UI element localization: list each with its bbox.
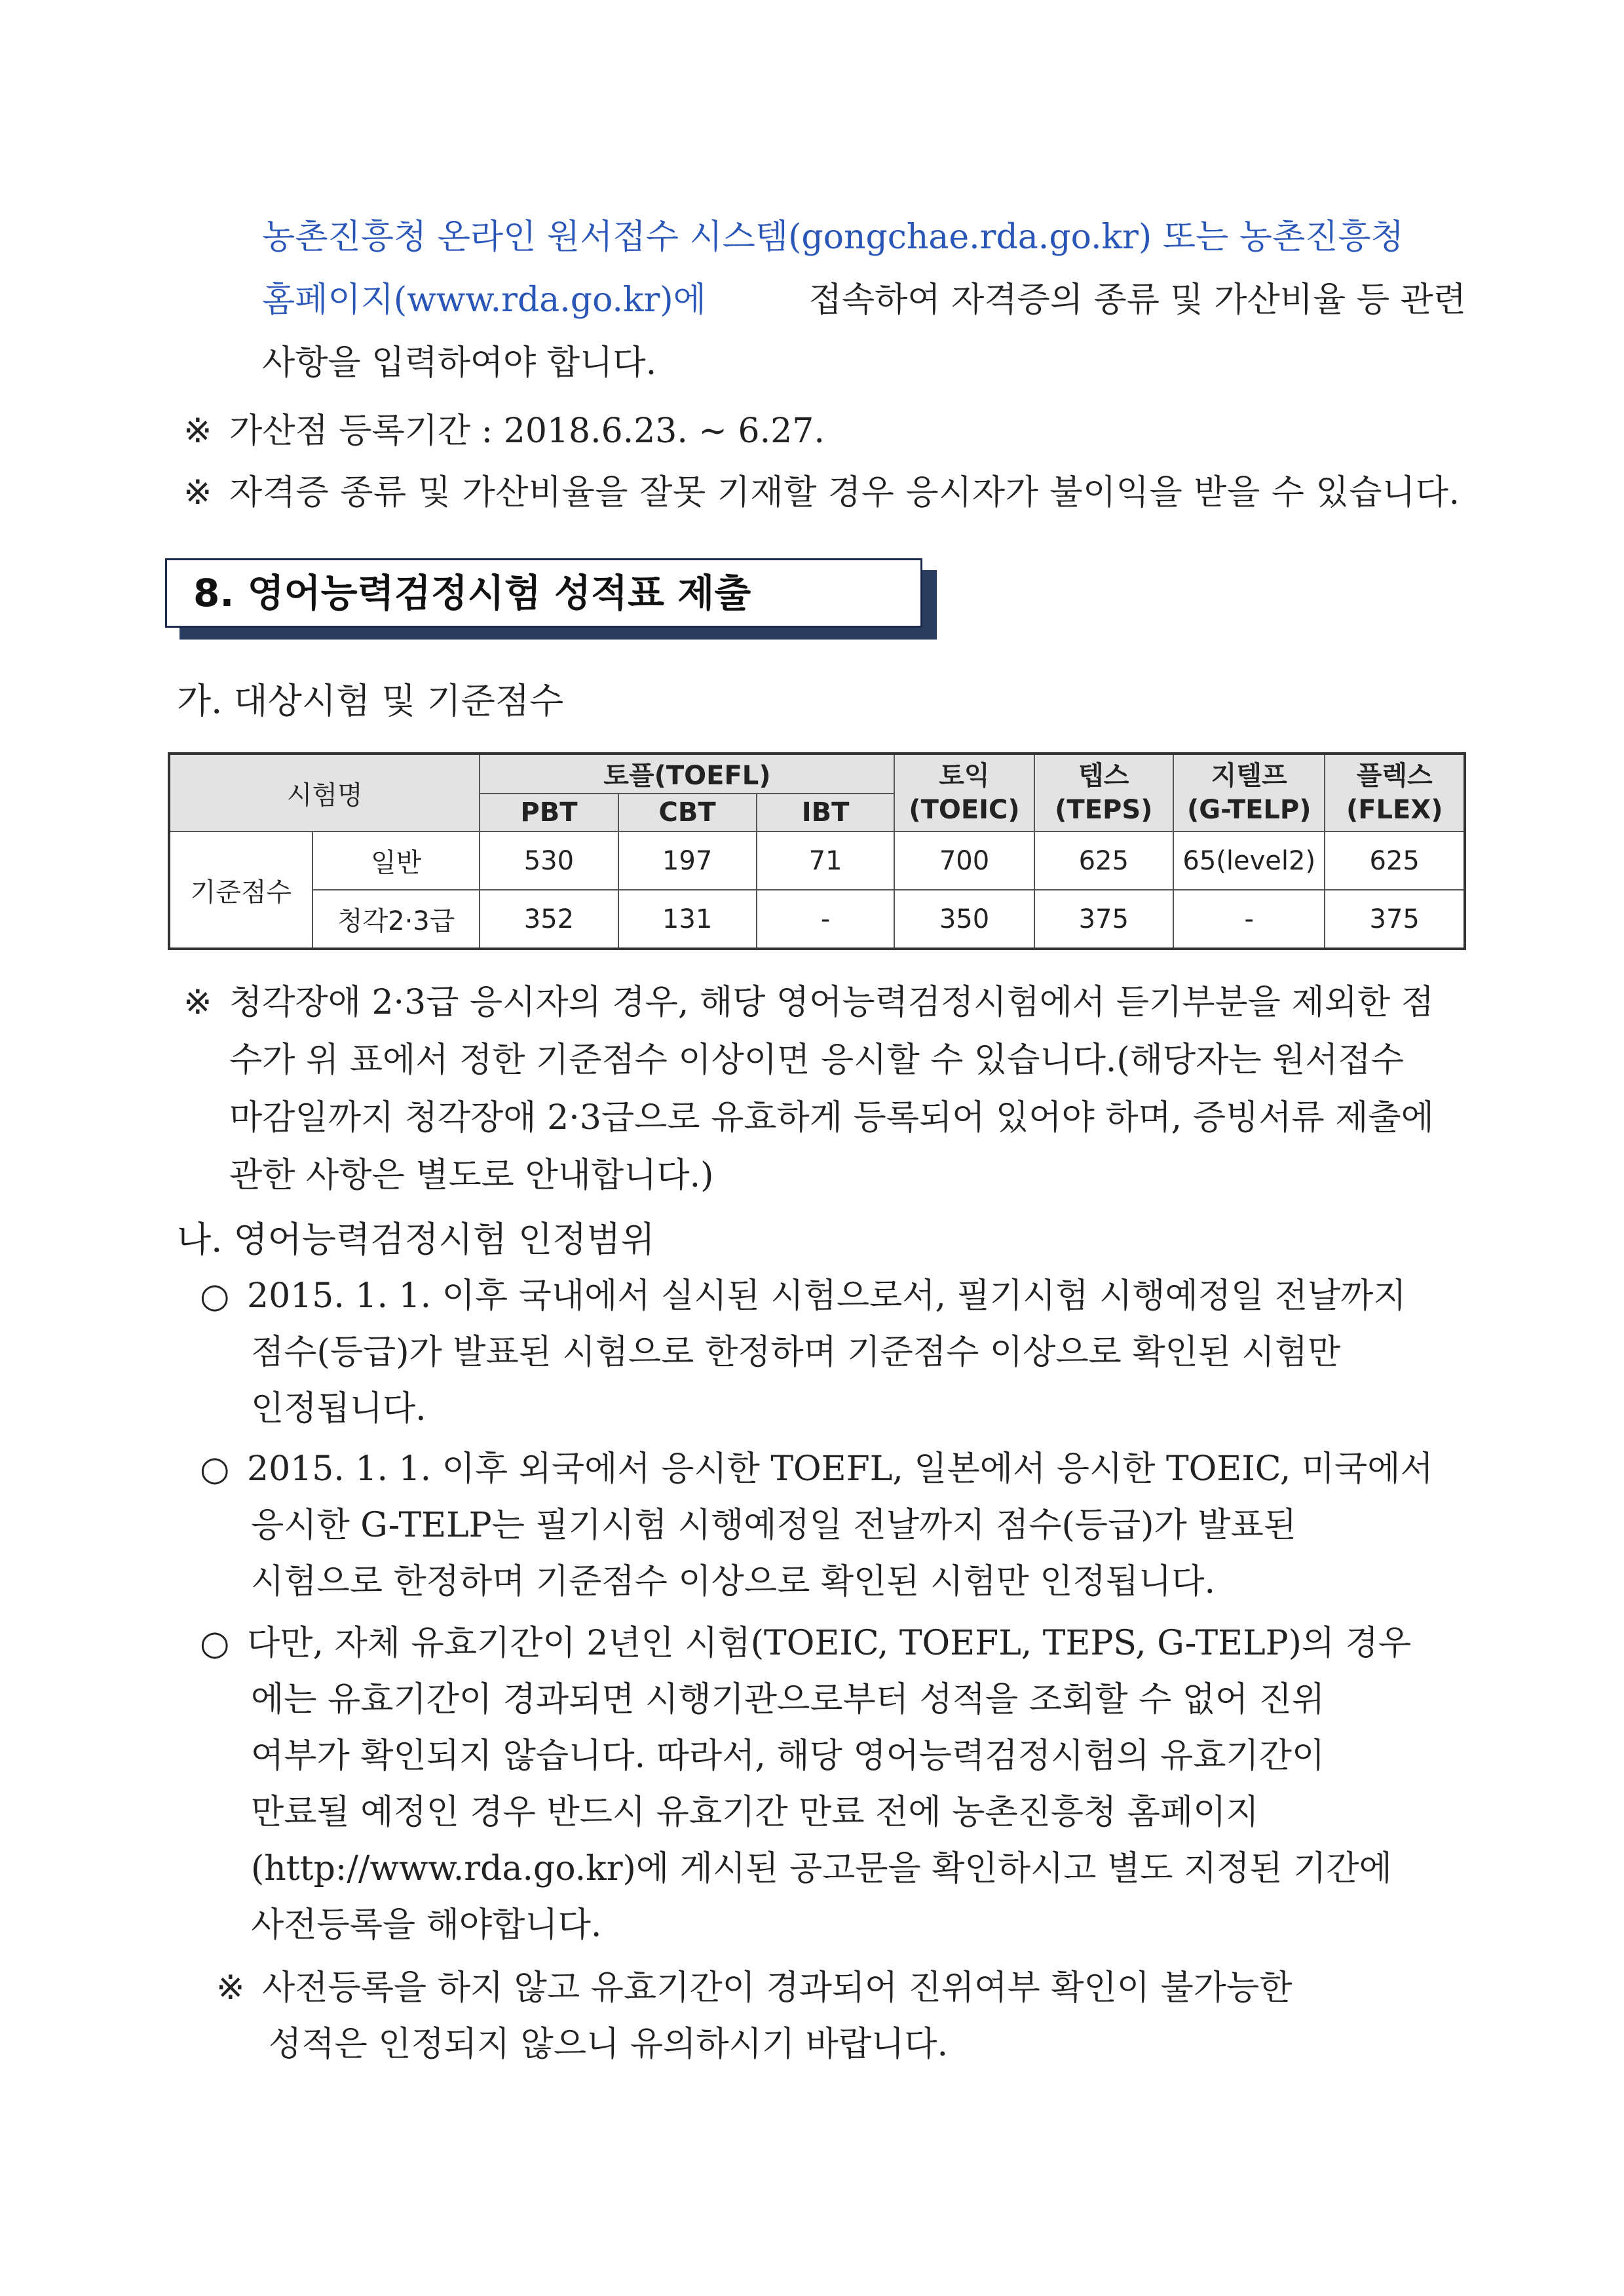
row-label: 일반 (312, 832, 480, 890)
table-cell: 71 (757, 832, 895, 890)
intro-line-1 (262, 218, 1466, 257)
row-label: 청각2·3급 (312, 890, 480, 949)
table-cell: 131 (618, 890, 757, 949)
flex-header: 플렉스 (FLEX) (1325, 754, 1465, 832)
hearing-note-line-1: ※ 청각장애 2·3급 응시자의 경우, 해당 영어능력검정시험에서 듣기부분을 제외한 점 (183, 983, 1434, 1022)
hearing-note-line-3: 마감일까지 청각장애 2·3급으로 유효하게 등록되어 있어야 하며, 증빙서류 제출에 (229, 1098, 1434, 1138)
warning-note (183, 473, 1466, 512)
table-cell: - (757, 890, 895, 949)
intro-line-3: 사항을 입력하여야 합니다. (262, 343, 657, 383)
bullet-2-line-1: ○ 2015. 1. 1. 이후 외국에서 응시한 TOEFL, 일본에서 응시한 TOEIC, 미국에서 (200, 1449, 1433, 1489)
hearing-note-line-4: 관한 사항은 별도로 안내합니다.) (229, 1156, 714, 1195)
subheading-b: 나. 영어능력검정시험 인정범위 (177, 1219, 655, 1260)
bullet-1-line-3: 인정됩니다. (251, 1389, 426, 1428)
bullet-3-line-3: 여부가 확인되지 않습니다. 따라서, 해당 영어능력검정시험의 유효기간이 (251, 1736, 1325, 1776)
intro-line-2 (262, 280, 1466, 320)
table-cell: 700 (894, 832, 1034, 890)
row-group-label: 기준점수 (169, 832, 312, 949)
intro-line-2-rest: 접속하여 자격증의 종류 및 가산비율 등 관련 (808, 280, 1466, 320)
table-cell: 375 (1034, 890, 1174, 949)
table-cell: 197 (618, 832, 757, 890)
section-title: 8. 영어능력검정시험 성적표 제출 (193, 571, 751, 615)
registration-period-note (183, 411, 825, 451)
bullet-2-line-3: 시험으로 한정하며 기준점수 이상으로 확인된 시험만 인정됩니다. (251, 1562, 1215, 1601)
note-mark-icon: ※ (183, 473, 212, 512)
toefl-ibt-header: IBT (757, 794, 895, 832)
bullet-2-line-2: 응시한 G-TELP는 필기시험 시행예정일 전날까지 점수(등급)가 발표된 (251, 1506, 1296, 1545)
final-note-line-2: 성적은 인정되지 않으니 유의하시기 바랍니다. (269, 2025, 949, 2064)
bullet-3-line-4: 만료될 예정인 경우 반드시 유효기간 만료 전에 농촌진흥청 홈페이지 (251, 1793, 1259, 1832)
toefl-header: 토플(TOEFL) (480, 754, 894, 794)
toefl-pbt-header: PBT (480, 794, 618, 832)
hearing-note-line-2: 수가 위 표에서 정한 기준점수 이상이면 응시할 수 있습니다.(해당자는 원서접수 (229, 1041, 1405, 1080)
table-cell: 625 (1325, 832, 1465, 890)
table-cell: 530 (480, 832, 618, 890)
table-cell: 352 (480, 890, 618, 949)
table-cell: 350 (894, 890, 1034, 949)
table-cell: 625 (1034, 832, 1174, 890)
note-mark-icon: ※ (183, 983, 212, 1022)
bullet-3-line-5: (http://www.rda.go.kr)에 게시된 공고문을 확인하시고 별도 지정된 기간에 (251, 1849, 1392, 1888)
bullet-3-line-2: 에는 유효기간이 경과되면 시행기관으로부터 성적을 조회할 수 없어 진위 (251, 1680, 1325, 1719)
score-table (168, 752, 1466, 950)
note-mark-icon: ※ (183, 411, 212, 451)
gtelp-header: 지텔프 (G-TELP) (1173, 754, 1325, 832)
table-cell: - (1173, 890, 1325, 949)
table-cell: 65(level2) (1173, 832, 1325, 890)
final-note-line-1: ※ 사전등록을 하지 않고 유효기간이 경과되어 진위여부 확인이 불가능한 (216, 1968, 1293, 2008)
toeic-header: 토익 (TOEIC) (894, 754, 1034, 832)
bullet-1-line-2: 점수(등급)가 발표된 시험으로 한정하며 기준점수 이상으로 확인된 시험만 (251, 1333, 1341, 1372)
bullet-3-line-6: 사전등록을 해야합니다. (251, 1905, 602, 1945)
table-row (169, 832, 1465, 890)
bullet-3-line-1: ○ 다만, 자체 유효기간이 2년인 시험(TOEIC, TOEFL, TEPS, G-TELP)의 경우 (200, 1624, 1412, 1663)
warning-text: 자격증 종류 및 가산비율을 잘못 기재할 경우 응시자가 불이익을 받을 수 있습니다. (229, 473, 1460, 512)
exam-name-header: 시험명 (169, 754, 480, 832)
intro-homepage-link[interactable]: 홈페이지(www.rda.go.kr)에 (262, 280, 706, 320)
circle-bullet-icon: ○ (200, 1276, 230, 1316)
circle-bullet-icon: ○ (200, 1449, 230, 1489)
table-cell: 375 (1325, 890, 1465, 949)
registration-period-text: 가산점 등록기간 : 2018.6.23. ~ 6.27. (229, 411, 825, 451)
intro-line-1-text: 농촌진흥청 온라인 원서접수 시스템(gongchae.rda.go.kr) 또는 농촌진흥청 (262, 218, 1404, 257)
table-row (169, 890, 1465, 949)
bullet-1-line-1: ○ 2015. 1. 1. 이후 국내에서 실시된 시험으로서, 필기시험 시행예정일 전날까지 (200, 1276, 1407, 1316)
section-heading-box (165, 558, 922, 628)
circle-bullet-icon: ○ (200, 1624, 230, 1663)
note-mark-icon: ※ (216, 1968, 245, 2008)
teps-header: 텝스 (TEPS) (1034, 754, 1174, 832)
toefl-cbt-header: CBT (618, 794, 757, 832)
subheading-a: 가. 대상시험 및 기준점수 (177, 680, 564, 721)
